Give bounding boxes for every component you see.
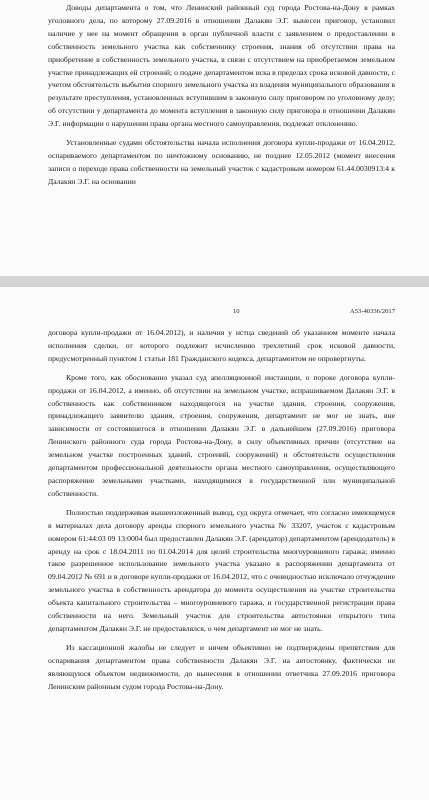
page-header [48,308,395,320]
page-1-body [48,2,395,189]
paragraph-department-arguments: Доводы департамента о том, что Ленинский районный суд города Ростова-на-Дону в рамках уголовного дела, по которому 27.09.2016 в отношении Далакян Э.Г. вынесен приговор, установил наличие у нее на момент обращения в орган публичной власти с заявлением о предоставлении в собственность земельного участка как собственнику строения, знания об отсутствии права на приобретение в собственность земельного участка, в связи с отсутствием на приобретаемом земельном участке принадлежащих ей строений; о подаче департаментом иска в пределах срока исковой давности, с учетом обстоятельств выбытия спорного земельного участка из владения муниципального образования в результате преступления, установленных вступившим в законную силу приговором по уголовному делу; об отсутствии у департамента до момента вступления в законную силу приговора в отношении Далакян Э.Г. информации о нарушении права органа местного самоуправления, подлежат отклонению. [48,3,395,129]
case-number: А53-40336/2017 [349,308,395,315]
paragraph-cassation-complaint: Из кассационной жалобы не следует и ничем объективно не подтверждены препятствия для оспаривания департаментом права собственности Далакян Э.Г. на автостоянку, фактически не являющуюся объектом недвижимости, до вынесения в отношении ответчика 27.09.2016 приговора Ленинским районным судом города Ростова-на-Дону. [48,642,395,691]
page-number: 10 [233,308,240,315]
paragraph-appeal-court-finding: Кроме того, как обоснованно указал суд апелляционной инстанции, о пороке договора купли-продажи от 16.04.2012, а именно, об отсутствии на земельном участке, вспрашиваемом Далакян Э.Г. в собственность как собственником находящегося на участке здания, строения, сооружения, принадлежащего заявителю здания, строения, сооружения, департамент не мог не знать, вне зависимости от состоявшегося в отношении Далакян Э.Г. в дальнейшем (27.09.2016) приговора Ленинского районного суда города Ростова-на-Дону, в силу объективных причин (отсутствие на земельном участке построенных зданий, строений, сооружений) и обстоятельств осуществления департаментом профессиональной деятельности органа местного самоуправления, осуществляющего распоряжение земельными участками, находящимися в государственной или муниципальной собственности. [48,372,395,498]
page-separator [0,276,429,287]
paragraph-lease-agreement: Полностью поддерживая вышеизложенный вывод, суд округа отмечает, что согласно имеющемуся в материалах дела договору аренды спорного земельного участка № 33207, участок с кадастровым номером 61:44:03 09 13:0004 был предоставлен Далакян Э.Г. (арендатор) департаментом (арендодатель) в аренду на срок с 18.04.2011 по 01.04.2014 для целей строительства многоуровневого гаража; именно такое разрешенное использование земельного участка указано в распоряжении департамента от 09.04.2012 № 691 и в договоре купли-продажи от 16.04.2012, что с очевидностью исключало отчуждение земельного участка в собственность арендатора до момента осуществления на участке строительства объекта капитального строительства – многоуровневого гаража, и государственной регистрации права собственности на него. Земельный участок для строительства автостоянки открытого типа департаментом Далакян Э.Г. не предоставлялся, о чем департамент не мог не знать. [48,507,395,633]
document-page-1 [0,0,429,276]
paragraph-continuation: договора купли-продажи от 16.04.2012), и наличия у истца сведений об указанном моменте начала исполнения сделки, от которого подлежит исчислению трехлетний срок исковой давности, предусмотренный пунктом 1 статьи 181 Гражданского кодекса, департаментом не опровергнуты. [48,328,395,363]
paragraph-established-circumstances: Установленные судами обстоятельства начала исполнения договора купли-продажи от 16.04.2012, оспариваемого департаментом по ничтожному основанию, не позднее 12.05.2012 (момент внесения записи о переходе права собственности на земельный участок с кадастровым номером 61.44.0030913:4 к Далакян Э.Г. на основании [48,138,395,186]
document-page-2 [0,287,429,800]
page-2-body [48,327,395,693]
